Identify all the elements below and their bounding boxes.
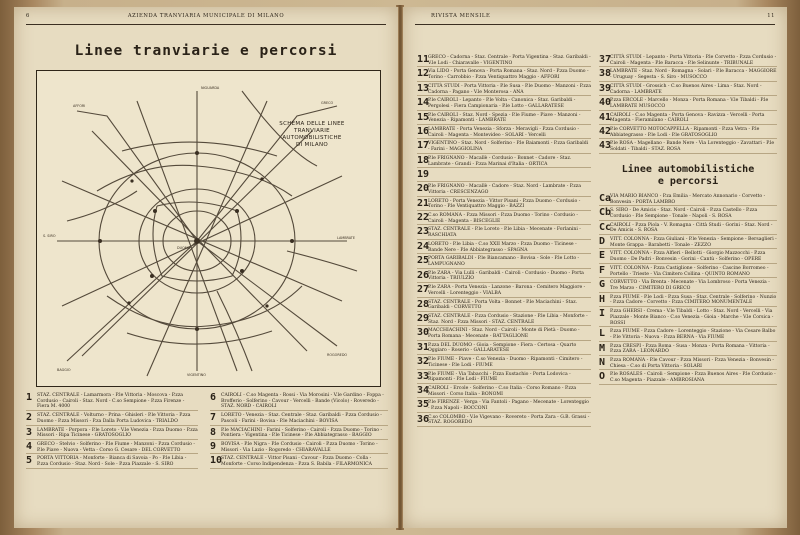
route-number: O bbox=[599, 371, 606, 383]
route-number: 6 bbox=[210, 392, 217, 403]
route-description: P.le FIRENZE - Verga - Via Fantoli - Pagano - Mecenate - Lorenteggio - P.zza Napoli - BOCCONI bbox=[428, 400, 589, 412]
route-description: P.le FIUME - Piave - C.so Venezia - Duomo - Ripamonti - Cimitero - Ticinese - P.le Lodi - FIUME bbox=[428, 357, 583, 368]
svg-text:ROGOREDO: ROGOREDO bbox=[327, 353, 348, 357]
route-description: P.le FRIGNANO - Macallè - Cordusio - Bonnet - Cadore - Staz. Lambrate - Grandi - P.zza Marinai d'Italia - ORTICA bbox=[428, 155, 572, 167]
tram-route-entry bbox=[26, 456, 198, 468]
bus-route-entry bbox=[599, 223, 777, 235]
bus-route-entry bbox=[599, 194, 777, 206]
route-number: 29 bbox=[417, 312, 430, 324]
route-description: P.le MACIACHINI - Farini - Solferino - Cairoli - P.zza Duomo - Torino - Pontiera - Vigentina - P.le Ticinese - P.le Abbiategrasso - BAGGIO bbox=[221, 427, 383, 439]
tram-route-entry bbox=[599, 113, 777, 125]
tram-route-entry bbox=[417, 285, 591, 297]
tram-route-entry bbox=[417, 98, 591, 110]
route-number: 32 bbox=[417, 356, 430, 368]
route-description: STAZ. CENTRALE - Vittor Pisani - Cavour - P.zza Duomo - Colla - Monforte - Corso Indipendenza - P.zza S. Babila - FILARMONICA bbox=[221, 456, 372, 468]
route-number: 35 bbox=[417, 399, 430, 411]
map-title: Linee tranviarie e percorsi bbox=[74, 43, 338, 59]
bus-route-entry bbox=[599, 309, 777, 327]
route-number: E bbox=[599, 250, 606, 262]
route-number: 4 bbox=[26, 440, 33, 452]
route-number: 2 bbox=[26, 412, 33, 424]
svg-text:VIGENTINO: VIGENTINO bbox=[187, 373, 206, 377]
route-description: P.le ZARA - Via Lulli - Garibaldi - Cairoli - Cordusio - Duomo - Porta Vittoria - TRIULZIO bbox=[428, 270, 584, 282]
bus-route-entry bbox=[599, 295, 777, 307]
route-description: VITT. COLONNA - P.zza Castiglione - Solferino - Cascine Borromeo - Portello - Trieste - Via Cimitero Collina - QUINTO ROMANO bbox=[610, 265, 769, 277]
route-description: P.le CORVETTO MOTOCAPPELLA - Ripamonti - P.zza Vetra - P.le Abbiategrasso - P.le Lodi - P.le GRATOSOGLIO bbox=[610, 127, 760, 138]
tram-route-entry bbox=[599, 84, 777, 96]
route-description: VIA MARIO BIANCO - P.za Emilia - Mercato Annonario - Corvetto - Bonvesin - PORTA LAMBRO bbox=[610, 193, 766, 205]
left-page-number: 6 bbox=[26, 13, 30, 19]
route-description: CAIROLI - Ercole - Solferino - C.so Italia - Corso Romano - P.zza Missori - Corso Italia - BONOMI bbox=[428, 385, 577, 397]
route-number: I bbox=[599, 308, 606, 320]
route-number: 9 bbox=[210, 440, 217, 452]
tram-route-entry bbox=[417, 141, 591, 153]
tram-route-entry bbox=[599, 141, 777, 153]
map-caption-line3: DI MILANO bbox=[295, 142, 329, 148]
route-description: P.le ROSA - Magellano - Bande Nere - Via Lorenteggio - Zavattari - P.le Soldati - Tibaldi - STAZ. ROSA bbox=[610, 141, 775, 153]
route-number: 24 bbox=[417, 240, 430, 252]
tram-route-entry bbox=[26, 428, 198, 440]
route-number: 3 bbox=[26, 426, 33, 438]
route-description: VITT. COLONNA - P.zza Alfieri - Bellotti - Giorgio Mazzocchi - P.zza Duomo - De Padri - Bonvesin - Gorini - Cantù - Solferino - OPERE bbox=[610, 251, 766, 263]
route-description: LORETO - P.le Libia - C.so XXII Marzo - P.zza Duomo - Ticinese - Bande Nere - P.le Abbiategrasso - SPAGNA bbox=[428, 241, 577, 253]
left-route-column-1 bbox=[26, 393, 198, 471]
route-description: P.le FRIGNANO - Macallè - Cadore - Staz. Nord - Lambrate - P.zza Vittoria - CRESCENZAGO bbox=[428, 184, 581, 195]
route-number: 20 bbox=[417, 183, 430, 195]
tram-network-drawing bbox=[37, 71, 380, 386]
route-number: H bbox=[599, 293, 606, 305]
route-number: 30 bbox=[417, 327, 430, 339]
tram-route-entry bbox=[599, 98, 777, 110]
left-running-head-text: AZIENDA TRANVIARIA MUNICIPALE DI MILANO bbox=[127, 13, 285, 19]
svg-text:NIGUARDA: NIGUARDA bbox=[201, 86, 220, 90]
tram-route-entry bbox=[210, 393, 388, 411]
tram-route-entry bbox=[417, 199, 591, 211]
tram-route-entry bbox=[417, 113, 591, 125]
route-number: 7 bbox=[210, 412, 217, 424]
map-caption-line1: SCHEMA DELLE LINEE TRANVIARIE bbox=[279, 121, 345, 134]
map-caption bbox=[267, 121, 357, 149]
tram-route-entry bbox=[417, 213, 591, 225]
route-number: 1 bbox=[26, 392, 33, 403]
tram-map bbox=[36, 70, 381, 387]
bus-route-entry bbox=[599, 358, 777, 370]
tram-route-entry bbox=[417, 300, 591, 312]
route-number: 15 bbox=[417, 111, 430, 123]
tram-route-entry bbox=[417, 170, 591, 182]
bus-route-entry bbox=[599, 329, 777, 341]
tram-route-entry bbox=[417, 184, 591, 196]
route-number: L bbox=[599, 328, 606, 340]
route-description: P.zza ROMANA - P.le Cavour - P.zza Missori - P.zza Venezia - Bonvesin - Chiesa - C.so di Porta Vittoria - SOLARI bbox=[610, 358, 774, 369]
route-description: GRECO - Stelvio - Solferino - P.le Fiume - Manzoni - P.zza Cordusio - P.le Piave - Nuova - Vetta - Corso G. Cesare - DEL CORVETTO bbox=[37, 441, 195, 453]
bus-route-entry bbox=[599, 266, 777, 278]
route-number: 25 bbox=[417, 255, 430, 267]
route-number: 11 bbox=[417, 54, 430, 65]
route-description: S. SIRO - De Amicis - Staz. Nord - Cairoli - P.zza Castello - P.zza Cordusio - P.le Sempione - Tonale - Napoli - S. ROSA bbox=[610, 208, 758, 219]
route-number: 43 bbox=[599, 140, 612, 152]
tram-route-entry bbox=[417, 127, 591, 139]
route-description: P.le ROSALES - Cairoli - Sempione - P.zza Buenos Aires - P.le Cordusio - C.so Magenta - Piazzale - AMBROSIANA bbox=[610, 372, 776, 384]
route-description: VIGENTINO - Staz. Nord - Solferino - P.le Baiamonti - P.zza Garibaldi - Farini - MAGGIOLINA bbox=[428, 141, 589, 153]
route-number: 17 bbox=[417, 140, 430, 152]
route-number: N bbox=[599, 357, 606, 369]
route-number: 18 bbox=[417, 154, 430, 166]
route-number: 28 bbox=[417, 298, 430, 310]
bus-route-entry bbox=[599, 208, 777, 220]
route-description: LORETO - Porta Venezia - Vittor Pisani - P.zza Duomo - Cordusio - Torino - P.le Ventiquattro Maggio - BAZZI bbox=[428, 198, 581, 210]
route-number: 36 bbox=[417, 413, 430, 425]
route-number: 42 bbox=[599, 126, 612, 138]
route-description: STAZ. CENTRALE - Volturno - Prina - Ghisleri - P.le Vittoria - P.zza Duomo - P.zza Missori - P.za Dalla Porta Ludovica - TRIALDO bbox=[37, 413, 191, 424]
route-description: CITTÀ STUDI - Porta Vittoria - P.le Susa - P.le Duomo - Manzoni - P.zza Cadorna - Pagano - V.le Monterosa - ANA bbox=[428, 83, 591, 95]
left-running-head bbox=[26, 13, 386, 23]
route-description: STAZ. CENTRALE - P.zza Cordusio - Stazione - P.le Libia - Monforte - Staz. Nord - P.zza Missori - STAZ. CENTRALE bbox=[428, 313, 588, 325]
route-description: Via LIDO - Porta Genova - Porta Romana - Staz. Nord - P.zza Duomo - Torino - Carrobbio - P.zza Ventiquattro Maggio - AFFORI bbox=[428, 69, 589, 81]
tram-route-entry bbox=[417, 328, 591, 340]
tram-route-entry bbox=[210, 456, 388, 468]
tram-route-entry bbox=[417, 372, 591, 384]
tram-route-entry bbox=[26, 413, 198, 425]
svg-text:S. SIRO: S. SIRO bbox=[43, 234, 56, 238]
tram-route-continuation bbox=[599, 55, 777, 154]
bus-route-entry bbox=[599, 344, 777, 356]
tram-route-entry bbox=[210, 442, 388, 454]
route-description: LORETO - Venezia - Staz. Centrale - Staz. Garibaldi - P.zza Cordusio - Pascoli - Farini - Bovisa - P.le Maciachini - BOVISA bbox=[221, 413, 382, 424]
route-description: P.le CAIROLI - Staz. Nord - Spezia - P.le Fiume - Piave - Manzoni - Venezia - Ripamonti - LAMBRATE bbox=[428, 112, 581, 124]
route-description: P.zza FIUME - P.le Lodi - P.zza Susa - Staz. Centrale - Solferino - Nunzio - P.zza Cadore - Corvetto - P.zza CIMITERO MONUMENTALE bbox=[610, 294, 777, 306]
tram-route-entry bbox=[599, 69, 777, 81]
route-description: PORTA VITTORIA - Monforte - Bianca di Savoia - Po - P.le Libia - P.zza Cordusio - Staz. Nord - Sole - P.zza Piazzale - S. SIRO bbox=[37, 456, 187, 468]
right-page-number: 11 bbox=[767, 13, 775, 19]
route-number: 41 bbox=[599, 111, 612, 123]
route-number: 19 bbox=[417, 169, 430, 181]
route-description: LAMBRATE - Porta Venezia - Sforza - Meravigli - P.zza Cordusio - Cairoli - Magenta - Montevideo - SOLARI - Vercelli bbox=[428, 127, 580, 138]
route-description: P.zza DEL DUOMO - Gioia - Sempione - Fiera - Certosa - Quarto Oggiaro - Roserio - GALLARATESE bbox=[428, 342, 577, 354]
route-number: 8 bbox=[210, 426, 217, 438]
right-route-column-1 bbox=[417, 55, 591, 429]
route-description: STAZ. CENTRALE - P.le Loreto - P.le Libia - Mecenate - Forlanini - RASCHIATA bbox=[428, 227, 581, 239]
route-number: Ca bbox=[599, 192, 612, 204]
tram-route-entry bbox=[417, 400, 591, 412]
route-description: P.zza GHERSI - Crema - V.le Tibaldi - Lotto - Staz. Nord - Vercelli - Via Piazzale - Monte Bianco - C.so Venezia - Gioia - Marche - V.le Corsica - ROSSI bbox=[610, 309, 774, 326]
route-description: CAIROLI - C.so Magenta - Rossi - Via Morosini - V.le Gardino - Foppa - Brofferio - Solferino - Cavour - Vercelli - Bande (Vicolo) - Roveredo - STAZ. NORD - CAIROLI bbox=[221, 393, 384, 410]
route-description: P.zza FIUME - P.zza Cadore - Lorenteggio - Stazione - Via Cesare Balbo - P.le Vittoria - Nuova - P.zza BERNA - Via FIUME bbox=[610, 329, 776, 340]
route-number: 26 bbox=[417, 269, 430, 281]
route-number: 5 bbox=[26, 455, 33, 467]
route-description: P.le FIUME - Via Tabacchi - P.zza Eustachio - Porta Lodovica - Ripamonti - P.le Lodi - FIUME bbox=[428, 371, 571, 383]
bus-route-entry bbox=[599, 280, 777, 292]
route-description: C.so ROMANA - P.zza Missori - P.zza Duomo - Torino - Cordusio - Cairoli - Magenta - BISCEGLIE bbox=[428, 213, 578, 224]
tram-route-entry bbox=[210, 413, 388, 425]
route-description: MACCHIACHINI - Staz. Nord - Cairoli - Monte di Pietà - Duomo - Porta Romana - Mecenate - BATTAGLIONE bbox=[428, 328, 580, 340]
tram-route-entry bbox=[417, 271, 591, 283]
left-header-rule bbox=[26, 24, 386, 25]
route-number: 33 bbox=[417, 370, 430, 382]
tram-route-entry bbox=[417, 386, 591, 398]
route-number: Cb bbox=[599, 207, 612, 219]
tram-route-entry bbox=[417, 156, 591, 168]
route-number: 10 bbox=[210, 455, 223, 467]
tram-route-entry bbox=[417, 415, 591, 427]
route-description: CORVETTO - Via Brenta - Mecenate - Via Lombroso - Porta Venezia - Tre Marzo - CIMITERO DI GRECO bbox=[610, 280, 770, 291]
tram-route-entry bbox=[417, 343, 591, 355]
route-number: 39 bbox=[599, 82, 612, 94]
right-header-rule bbox=[415, 24, 775, 25]
route-description: STAZ. CENTRALE - Lamarmora - P.le Vittoria - Moscova - P.zza Cordusio - Cairoli - Staz. Nord - C.so Sempione - P.zza Firenze - Fiera M. 4000 bbox=[37, 393, 185, 410]
route-description: CAIROLI - P.zza Piola - V. Romagna - Città Studi - Gorini - Staz. Nord - De Amicis - S. ROSA bbox=[610, 222, 773, 234]
route-number: 34 bbox=[417, 384, 430, 396]
tram-route-entry bbox=[417, 357, 591, 369]
tram-route-entry bbox=[210, 428, 388, 440]
svg-text:AFFORI: AFFORI bbox=[73, 104, 86, 108]
svg-text:BAGGIO: BAGGIO bbox=[57, 368, 71, 372]
bus-route-list bbox=[599, 194, 777, 385]
route-number: 31 bbox=[417, 341, 430, 353]
bus-section-title bbox=[599, 164, 777, 188]
route-number: 37 bbox=[599, 54, 612, 65]
route-description: P.le CAIROLI - Lepanto - P.le Volta - Canonica - Staz. Garibaldi - Pergolesi - Fiera Campionaria - P.le Lotto - GALLARATESE bbox=[428, 98, 576, 109]
bus-route-entry bbox=[599, 372, 777, 384]
bus-route-entry bbox=[599, 237, 777, 249]
route-number: 40 bbox=[599, 97, 612, 109]
right-running-head-text: RIVISTA MENSILE bbox=[431, 13, 491, 19]
svg-text:GRECO: GRECO bbox=[321, 101, 334, 105]
svg-text:DUOMO: DUOMO bbox=[177, 246, 191, 250]
route-number: Cc bbox=[599, 221, 612, 233]
route-description: P.le ZARA - Porta Venezia - Lanzone - Barona - Cemitero Maggiore - Vercelli - Lorenteggio - VIALBA bbox=[428, 285, 586, 296]
tram-route-entry bbox=[599, 127, 777, 139]
route-number: 12 bbox=[417, 68, 430, 80]
route-description: P.zza ERCOLE - Marcello - Monza - Porta Romana - V.le Tibaldi - P.le LAMBRATE MUSOCCO bbox=[610, 98, 769, 109]
route-description: LAMBRATE - Staz. Nord - Romagna - Solari - P.le Baracca - MAGGIORE - Uruguay - Segesta - S. Siro - MUSOCCO bbox=[610, 69, 777, 81]
tram-route-entry bbox=[417, 227, 591, 239]
tram-route-entry bbox=[417, 242, 591, 254]
bus-section-title-line2: e percorsi bbox=[657, 175, 719, 187]
route-number: 16 bbox=[417, 126, 430, 138]
route-number: 21 bbox=[417, 197, 430, 209]
tram-route-entry bbox=[26, 393, 198, 411]
right-running-head bbox=[415, 13, 775, 23]
route-description: CAIROLI - C.so Magenta - Porta Genova - Ravizza - Vercelli - Porta Magenta - Fieramilano - CAIROLI bbox=[610, 112, 765, 124]
left-route-column-2 bbox=[210, 393, 388, 471]
route-number: G bbox=[599, 279, 606, 291]
route-number: 22 bbox=[417, 212, 430, 224]
right-page bbox=[402, 7, 787, 528]
route-description: CITTÀ STUDI - Grossich - C.so Buenos Aires - Lima - Staz. Nord - Cadorna - LAMBRATE bbox=[610, 83, 762, 95]
bus-route-entry bbox=[599, 251, 777, 263]
route-number: 23 bbox=[417, 226, 430, 238]
route-description: VITT. COLONNA - P.zza Giuliani - P.le Venezia - Sempione - Bersaglieri - Monte Grappa - Barabetti - Tonale - ZEZZO bbox=[610, 237, 777, 248]
route-number: F bbox=[599, 264, 606, 276]
route-number: 13 bbox=[417, 82, 430, 94]
tram-route-entry bbox=[417, 256, 591, 268]
route-description: P.zza CRESPI - P.zza Roma - Susa - Monza - Porta Romana - Vittoria - P.zza ZARA - LEONARDO bbox=[610, 343, 770, 355]
route-description: LAMBRATE - Porpora - P.le Loreto - V.le Venezia - P.zza Duomo - P.zza Missori - Ripa Ticinese - GRATOSOGLIO bbox=[37, 427, 198, 439]
map-caption-line2: AUTOMOBILISTICHE bbox=[282, 135, 342, 141]
tram-route-entry bbox=[599, 55, 777, 67]
route-description: C.so COLOMBO - V.le Vigevano - Rovereto - Porta Zara - G.B. Grassi - STAZ. ROGOREDO bbox=[428, 414, 590, 426]
tram-route-entry bbox=[26, 442, 198, 454]
tram-route-entry bbox=[417, 55, 591, 67]
route-number: 27 bbox=[417, 284, 430, 296]
route-number: 14 bbox=[417, 97, 430, 109]
route-number: 38 bbox=[599, 68, 612, 80]
route-number: D bbox=[599, 236, 606, 248]
svg-text:LAMBRATE: LAMBRATE bbox=[337, 236, 356, 240]
bus-section-title-line1: Linee automobilistiche bbox=[621, 163, 755, 175]
tram-route-entry bbox=[417, 314, 591, 326]
right-route-column-2 bbox=[599, 55, 777, 387]
route-description: BOVISA - P.le Nigra - P.le Cordusio - Cairoli - P.zza Duomo - Torino - Missori - Via Lazio - Rogoredo - CHIARAVALLE bbox=[221, 441, 378, 453]
left-page bbox=[14, 7, 399, 528]
tram-route-entry bbox=[417, 69, 591, 81]
tram-route-entry bbox=[417, 84, 591, 96]
route-description: STAZ. CENTRALE - Porta Volta - Bonnet - P.le Maciachini - Staz. Garibaldi - CORVETTO bbox=[428, 299, 578, 311]
route-description: GRECO - Cadorna - Staz. Centrale - Porta Vigentina - Staz. Garibaldi - V.le Lodi - Chiaravalle - VIGENTINO bbox=[428, 55, 591, 66]
route-description: PORTA GARIBALDI - P.le Biancamano - Bovisa - Sole - P.le Lotto - LAMPUGNANO bbox=[428, 256, 580, 267]
route-description: CITTÀ STUDI - Lepanto - Porta Vittoria - P.le Corvetto - P.zza Cordusio - Cairoli - Magenta - P.le Baracca - P.le Selinunte - TRIBUNALE bbox=[610, 55, 777, 66]
route-number: M bbox=[599, 342, 606, 354]
